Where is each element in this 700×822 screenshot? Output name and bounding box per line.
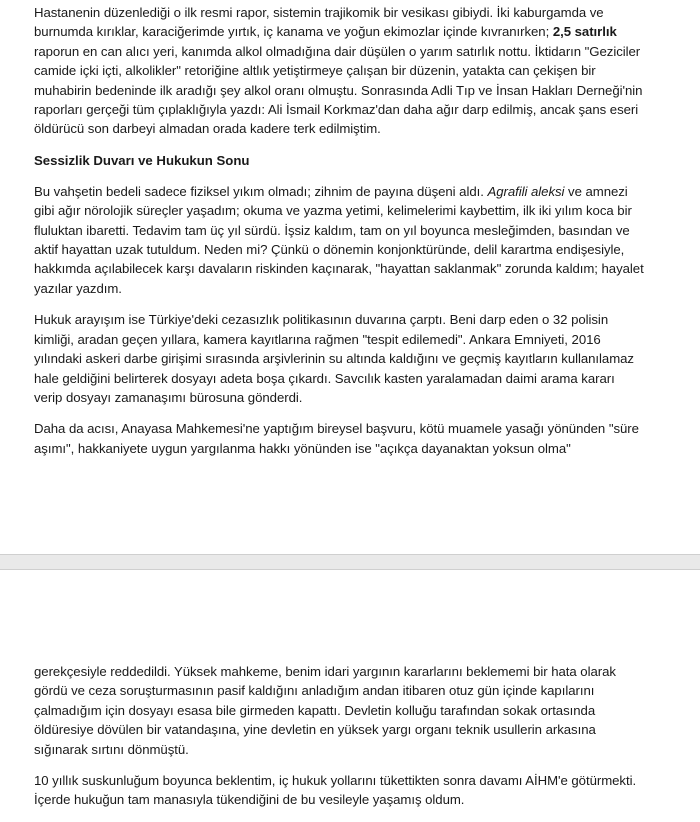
section-heading: Sessizlik Duvarı ve Hukukun Sonu [34, 152, 250, 168]
paragraph-text: raporun en can alıcı yeri, kanımda alkol olmadığına dair düşülen o yarım satırlık nottu. İktidarın "Geziciler camide içki içti, alkolikler" retoriğine altlık yetiştirmeye çalışan bir düzenin, yatakta can çekişen bir muhabirin bedeninde ilk aradığı şey alkol oranı olmuştu. Sonrasında Adli Tıp ve İnsan Hakları Derneği'nin raporları gerçeği tüm çıplaklığıyla yazdı: Ali İsmail Korkmaz'dan daha ağır darp edilmiş, ancak şans eseri öldürücü son darbeyi almadan orada kadere terk edilmiştim. [34, 43, 643, 137]
paragraph-text: Hastanenin düzenlediği o ilk resmi rapor, sistemin trajikomik bir vesikası gibiydi. İki kaburgamda ve burnumda kırıklar, karaciğerimde yırtık, iç kanama ve yoğun ekimozlar içinde kıvranırken; [34, 5, 604, 40]
paragraph-constitutional-court: Daha da acısı, Anayasa Mahkemesi'ne yaptığım bireysel başvuru, kötü muamele yasağı yönünden "süre aşımı", hakkaniyete uygun yargılanma hakkı yönünden ise "açıkça dayanaktan yoksun olma" [34, 421, 639, 456]
page-2-body [34, 662, 644, 822]
paragraph-text: Bu vahşetin bedeli sadece fiziksel yıkım olmadı; zihnim de payına düşeni aldı. [34, 183, 488, 199]
page-1-body [34, 3, 644, 470]
paragraph-legal-search: Hukuk arayışım ise Türkiye'deki cezasızlık politikasının duvarına çarptı. Beni darp eden o 32 polisin kimliği, aradan geçen yıllara, kamera kayıtlarına rağmen "tespit edilemedi". Ankara Emniyeti, 2016 yılındaki askeri darbe girişimi sırasında arşivlerinin su altında kaldığını ve geçmiş kayıtların kullanılamaz hale geldiğini belirterek dosyayı adeta boşa çıkardı. Savcılık kasten yaralamadan daimi arama kararı verip dosyayı zamanaşımı bürosuna gönderdi. [34, 312, 634, 405]
paragraph-hospital-report [34, 3, 644, 139]
paragraph-cost [34, 182, 644, 298]
page-break-separator [0, 554, 700, 570]
paragraph-rejection: gerekçesiyle reddedildi. Yüksek mahkeme, benim idari yargının kararlarını beklememi bir hata olarak gördü ve ceza soruşturmasının pasif kaldığını anladığım andan itibaren otuz gün içinde kapılarını çalmadığım için dosyayı esasa bile girmeden kapattı. Devletin kolluğu tarafından sokak ortasında öldüresiye dövülen bir vatandaşına, yine devletin en yüksek yargı organı teknik usullerin arkasına sığınarak sırtını dönmüştü. [34, 664, 616, 757]
italic-term: Agrafili aleksi [487, 183, 565, 199]
paragraph-echr: 10 yıllık suskunluğum boyunca beklentim, iç hukuk yollarını tükettikten sonra davamı AİHM'e götürmekti. İçerde hukuğun tam manasıyla tükendiğini de bu vesileyle yaşamış oldum. [34, 773, 637, 808]
bold-text: 2,5 satırlık [552, 24, 617, 40]
paragraph-text: ve amnezi gibi ağır nörolojik süreçler yaşadım; okuma ve yazma yetimi, kelimelerimi kaybettim, ilk iki yılım koca bir fluluktan ibaretti. Tedavim tam üç yıl sürdü. İşsiz kaldım, tam on yıl boyunca mesleğimden, basından ve aktif hayattan uzak tutuldum. Neden mi? Çünkü o dönemin konjonktüründe, delil karartma endişesiyle, hakkımda açılabilecek karşı davaların riskinden kaçınarak, "hayattan saklanmak" zorunda kaldım; hayalet yazılar yazdım. [34, 183, 644, 296]
document-page-2 [0, 570, 700, 812]
